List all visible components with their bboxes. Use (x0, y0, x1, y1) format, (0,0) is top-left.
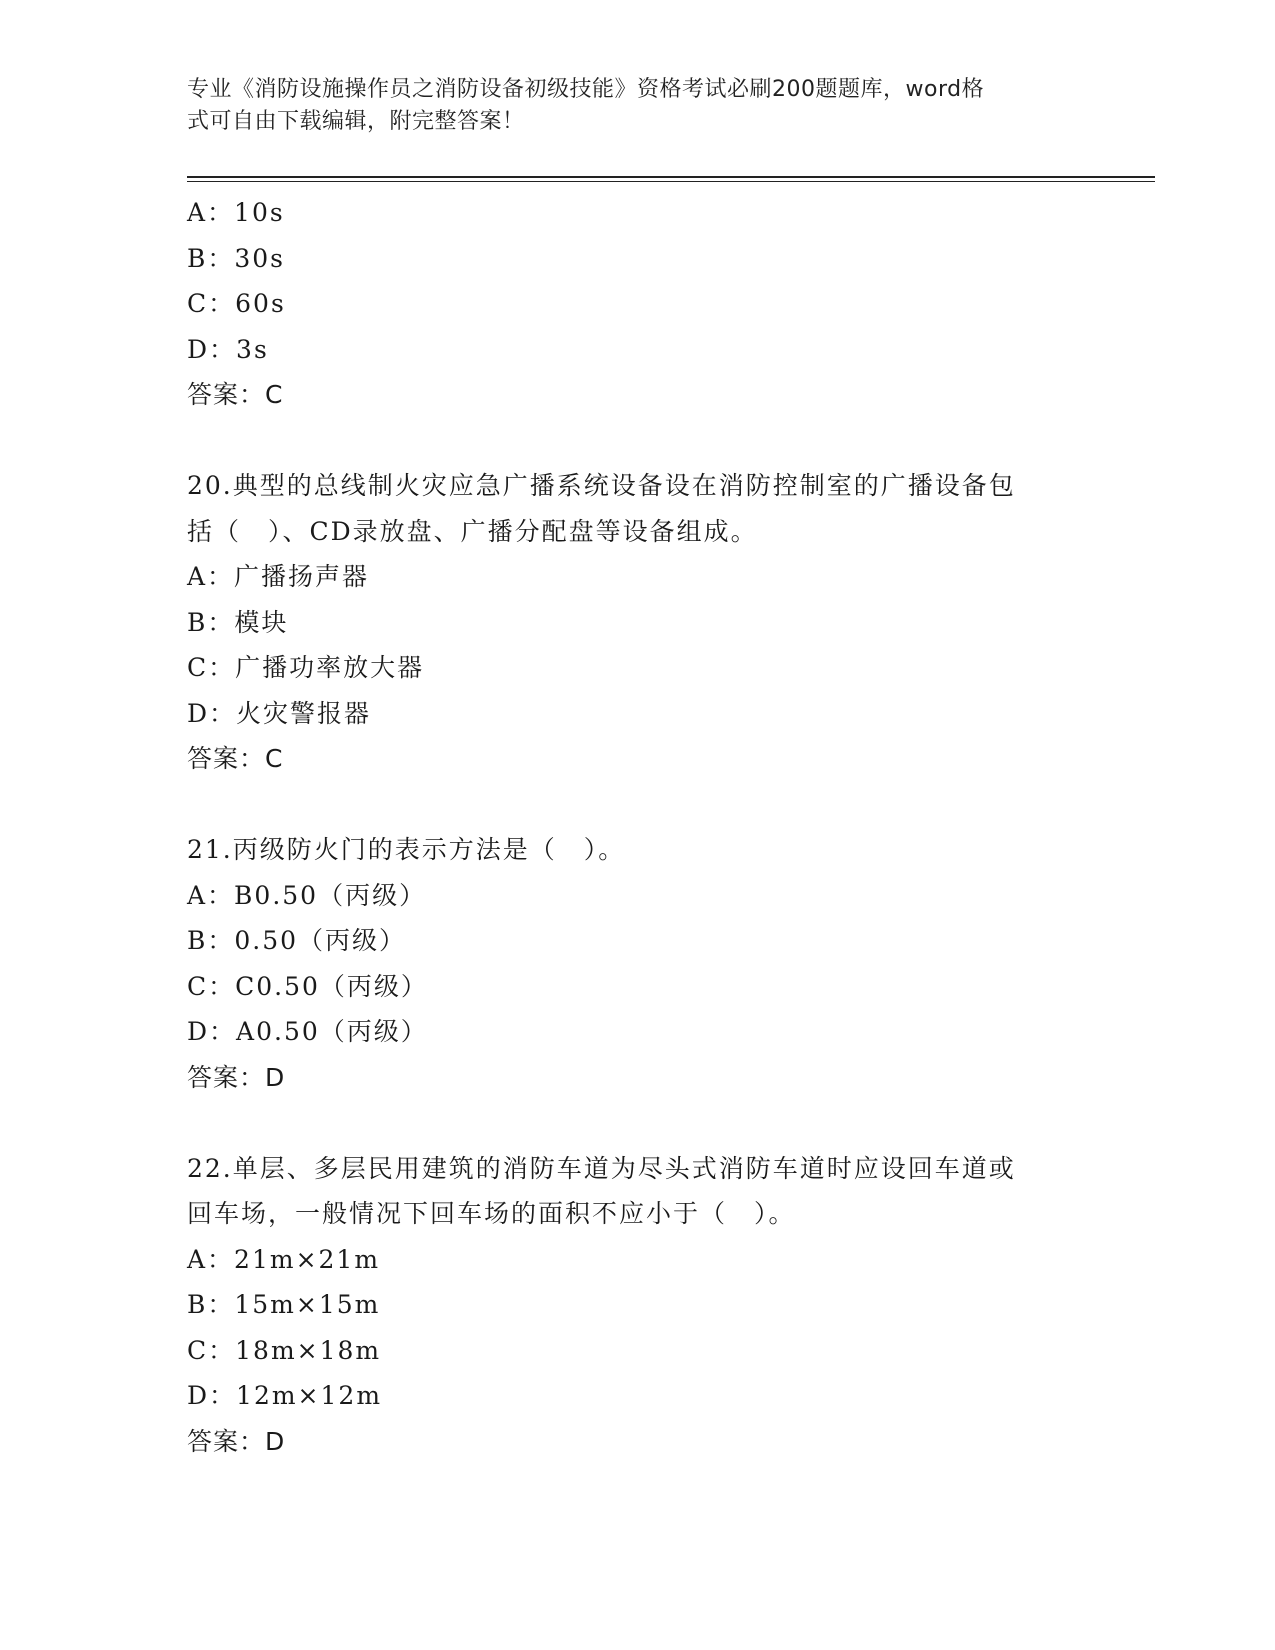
document-header (187, 74, 1067, 138)
option-c: C：18m×18m (187, 1335, 382, 1365)
answer-line: 答案：D (187, 1426, 286, 1456)
option-b: B：30s (187, 243, 286, 273)
question-text-line: 括（ ）、CD录放盘、广播分配盘等设备组成。 (187, 516, 758, 546)
question-block-21 (187, 827, 1087, 1100)
question-text-line: 22.单层、多层民用建筑的消防车道为尽头式消防车道时应设回车道或 (187, 1153, 1016, 1183)
block-spacer (187, 418, 1087, 464)
option-c: C：60s (187, 289, 286, 318)
option-c: C：广播功率放大器 (187, 653, 425, 682)
option-d: D：A0.50（丙级） (187, 1017, 428, 1046)
header-line-1: 专业《消防设施操作员之消防设备初级技能》资格考试必刷200题题库，word格 (187, 77, 985, 102)
option-c: C：C0.50（丙级） (187, 971, 428, 1001)
option-a: A：B0.50（丙级） (187, 880, 427, 910)
option-a: A：21m×21m (187, 1244, 381, 1274)
option-a: A：10s (187, 198, 285, 227)
header-line-2: 式可自由下载编辑，附完整答案！ (187, 109, 525, 134)
option-d: D：12m×12m (187, 1381, 383, 1410)
question-list (187, 190, 1087, 1464)
option-b: B：0.50（丙级） (187, 926, 407, 955)
option-d: D：火灾警报器 (187, 698, 372, 728)
answer-line: 答案：C (187, 744, 284, 773)
option-b: B：模块 (187, 607, 289, 637)
header-divider-thick (187, 176, 1155, 178)
question-text-line: 20.典型的总线制火灾应急广播系统设备设在消防控制室的广播设备包 (187, 471, 1016, 500)
option-d: D：3s (187, 334, 269, 364)
question-block-19 (187, 190, 1087, 418)
block-spacer (187, 1100, 1087, 1146)
option-a: A：广播扬声器 (187, 562, 370, 591)
answer-line: 答案：C (187, 380, 284, 409)
question-block-20 (187, 463, 1087, 782)
header-divider-thin (187, 181, 1155, 182)
block-spacer (187, 782, 1087, 828)
answer-line: 答案：D (187, 1062, 286, 1092)
question-text-line: 21.丙级防火门的表示方法是（ ）。 (187, 835, 626, 864)
question-text-line: 回车场，一般情况下回车场的面积不应小于（ ）。 (187, 1199, 796, 1228)
option-b: B：15m×15m (187, 1290, 381, 1319)
question-block-22 (187, 1146, 1087, 1465)
